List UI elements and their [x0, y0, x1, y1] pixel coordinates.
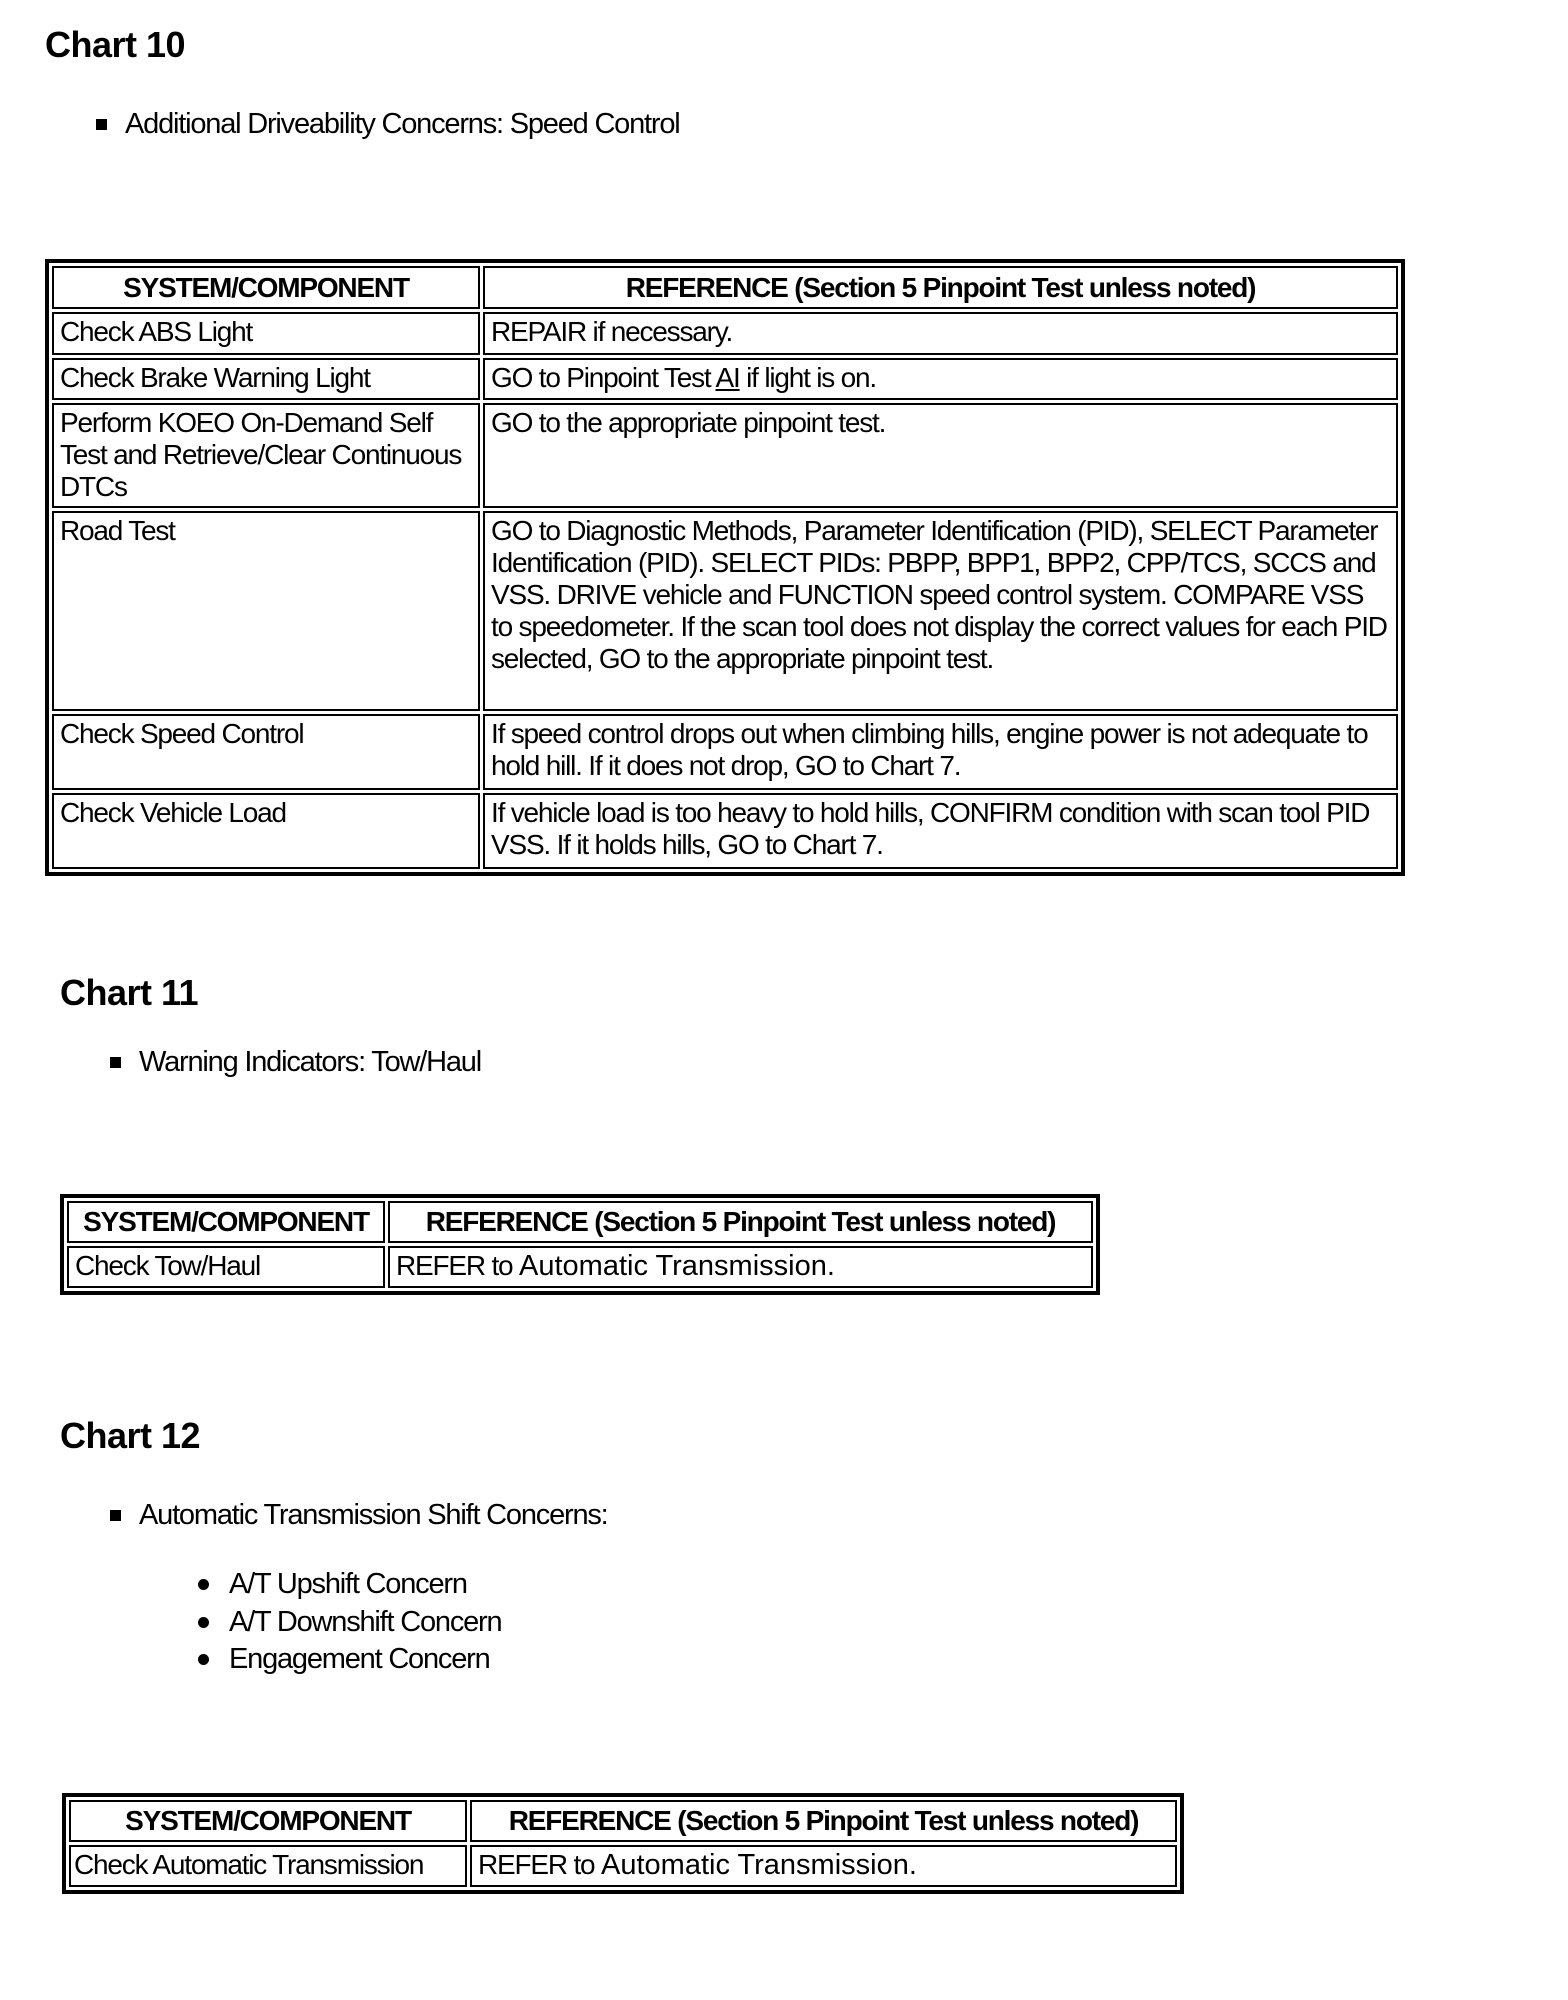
reference-cell: If speed control drops out when climbing hills, engine power is not adequate to hold hill. If it does not drop, GO to Chart 7. — [483, 714, 1398, 790]
component-cell: Check Automatic Transmission — [69, 1845, 467, 1887]
chart11-title: Chart 11 — [60, 972, 199, 1013]
reference-cell: REPAIR if necessary. — [483, 312, 1398, 355]
component-cell: Check Vehicle Load — [52, 793, 480, 869]
reference-cell: GO to the appropriate pinpoint test. — [483, 403, 1398, 508]
table-header-row — [69, 1800, 1177, 1842]
sub-bullet-text: Engagement Concern — [229, 1643, 490, 1675]
pinpoint-test-ai-link[interactable]: AI — [715, 362, 740, 393]
table-row — [52, 312, 1398, 355]
reference-cell: If vehicle load is too heavy to hold hills, CONFIRM condition with scan tool PID VSS. If it holds hills, GO to Chart 7. — [483, 793, 1398, 869]
header-system-component: SYSTEM/COMPONENT — [67, 1201, 385, 1243]
reference-text: if light is on. — [739, 362, 877, 393]
reference-cell — [483, 358, 1398, 400]
reference-cell — [388, 1246, 1093, 1288]
reference-text: REFER to — [396, 1250, 520, 1281]
chart10-bullet — [96, 108, 680, 141]
reference-text: REFER to — [478, 1849, 602, 1880]
sub-bullet-item — [198, 1568, 467, 1601]
table-row — [67, 1246, 1093, 1288]
chart12-bullet-text: Automatic Transmission Shift Concerns: — [139, 1499, 608, 1531]
sub-bullet-text: A/T Upshift Concern — [229, 1568, 467, 1600]
component-cell: Check Brake Warning Light — [52, 358, 480, 400]
header-reference: REFERENCE (Section 5 Pinpoint Test unless noted) — [483, 266, 1398, 309]
chart11-bullet-text: Warning Indicators: Tow/Haul — [139, 1046, 481, 1078]
reference-cell — [470, 1845, 1177, 1887]
chart12-table — [62, 1793, 1184, 1894]
chart12-bullet — [110, 1499, 608, 1532]
dot-bullet-icon — [198, 1579, 209, 1590]
square-bullet-icon — [96, 119, 107, 130]
component-cell: Check Tow/Haul — [67, 1246, 385, 1288]
square-bullet-icon — [110, 1510, 121, 1521]
automatic-transmission-link[interactable]: Automatic Transmission. — [519, 1250, 835, 1282]
chart10-bullet-text: Additional Driveability Concerns: Speed Control — [125, 108, 680, 140]
table-row — [69, 1845, 1177, 1887]
chart12-title: Chart 12 — [60, 1415, 201, 1456]
table-header-row — [67, 1201, 1093, 1243]
dot-bullet-icon — [198, 1654, 209, 1665]
square-bullet-icon — [110, 1057, 121, 1068]
table-row — [52, 403, 1398, 508]
table-row — [52, 714, 1398, 790]
header-system-component: SYSTEM/COMPONENT — [69, 1800, 467, 1842]
chart10-title: Chart 10 — [45, 24, 186, 65]
chart11-bullet — [110, 1046, 481, 1079]
sub-bullet-text: A/T Downshift Concern — [229, 1606, 502, 1638]
chart11-table — [60, 1194, 1100, 1295]
automatic-transmission-link[interactable]: Automatic Transmission. — [601, 1849, 917, 1881]
component-cell: Check ABS Light — [52, 312, 480, 355]
component-cell: Perform KOEO On-Demand Self Test and Retrieve/Clear Continuous DTCs — [52, 403, 480, 508]
header-system-component: SYSTEM/COMPONENT — [52, 266, 480, 309]
header-reference: REFERENCE (Section 5 Pinpoint Test unless noted) — [388, 1201, 1093, 1243]
reference-cell: GO to Diagnostic Methods, Parameter Identification (PID), SELECT Parameter Identification (PID). SELECT PIDs: PBPP, BPP1, BPP2, CPP/TCS, SCCS and VSS. DRIVE vehicle and FUNCTION speed control system. COMPARE VSS to speedometer. If the scan tool does not display the correct values for each PID selected, GO to the appropriate pinpoint test. — [483, 511, 1398, 711]
component-cell: Check Speed Control — [52, 714, 480, 790]
component-cell: Road Test — [52, 511, 480, 711]
reference-text: GO to Pinpoint Test — [491, 362, 716, 393]
chart10-table — [45, 259, 1405, 876]
sub-bullet-item — [198, 1643, 490, 1676]
table-row — [52, 511, 1398, 711]
header-reference: REFERENCE (Section 5 Pinpoint Test unless noted) — [470, 1800, 1177, 1842]
table-row — [52, 793, 1398, 869]
table-header-row — [52, 266, 1398, 309]
table-row — [52, 358, 1398, 400]
sub-bullet-item — [198, 1606, 501, 1639]
dot-bullet-icon — [198, 1617, 209, 1628]
